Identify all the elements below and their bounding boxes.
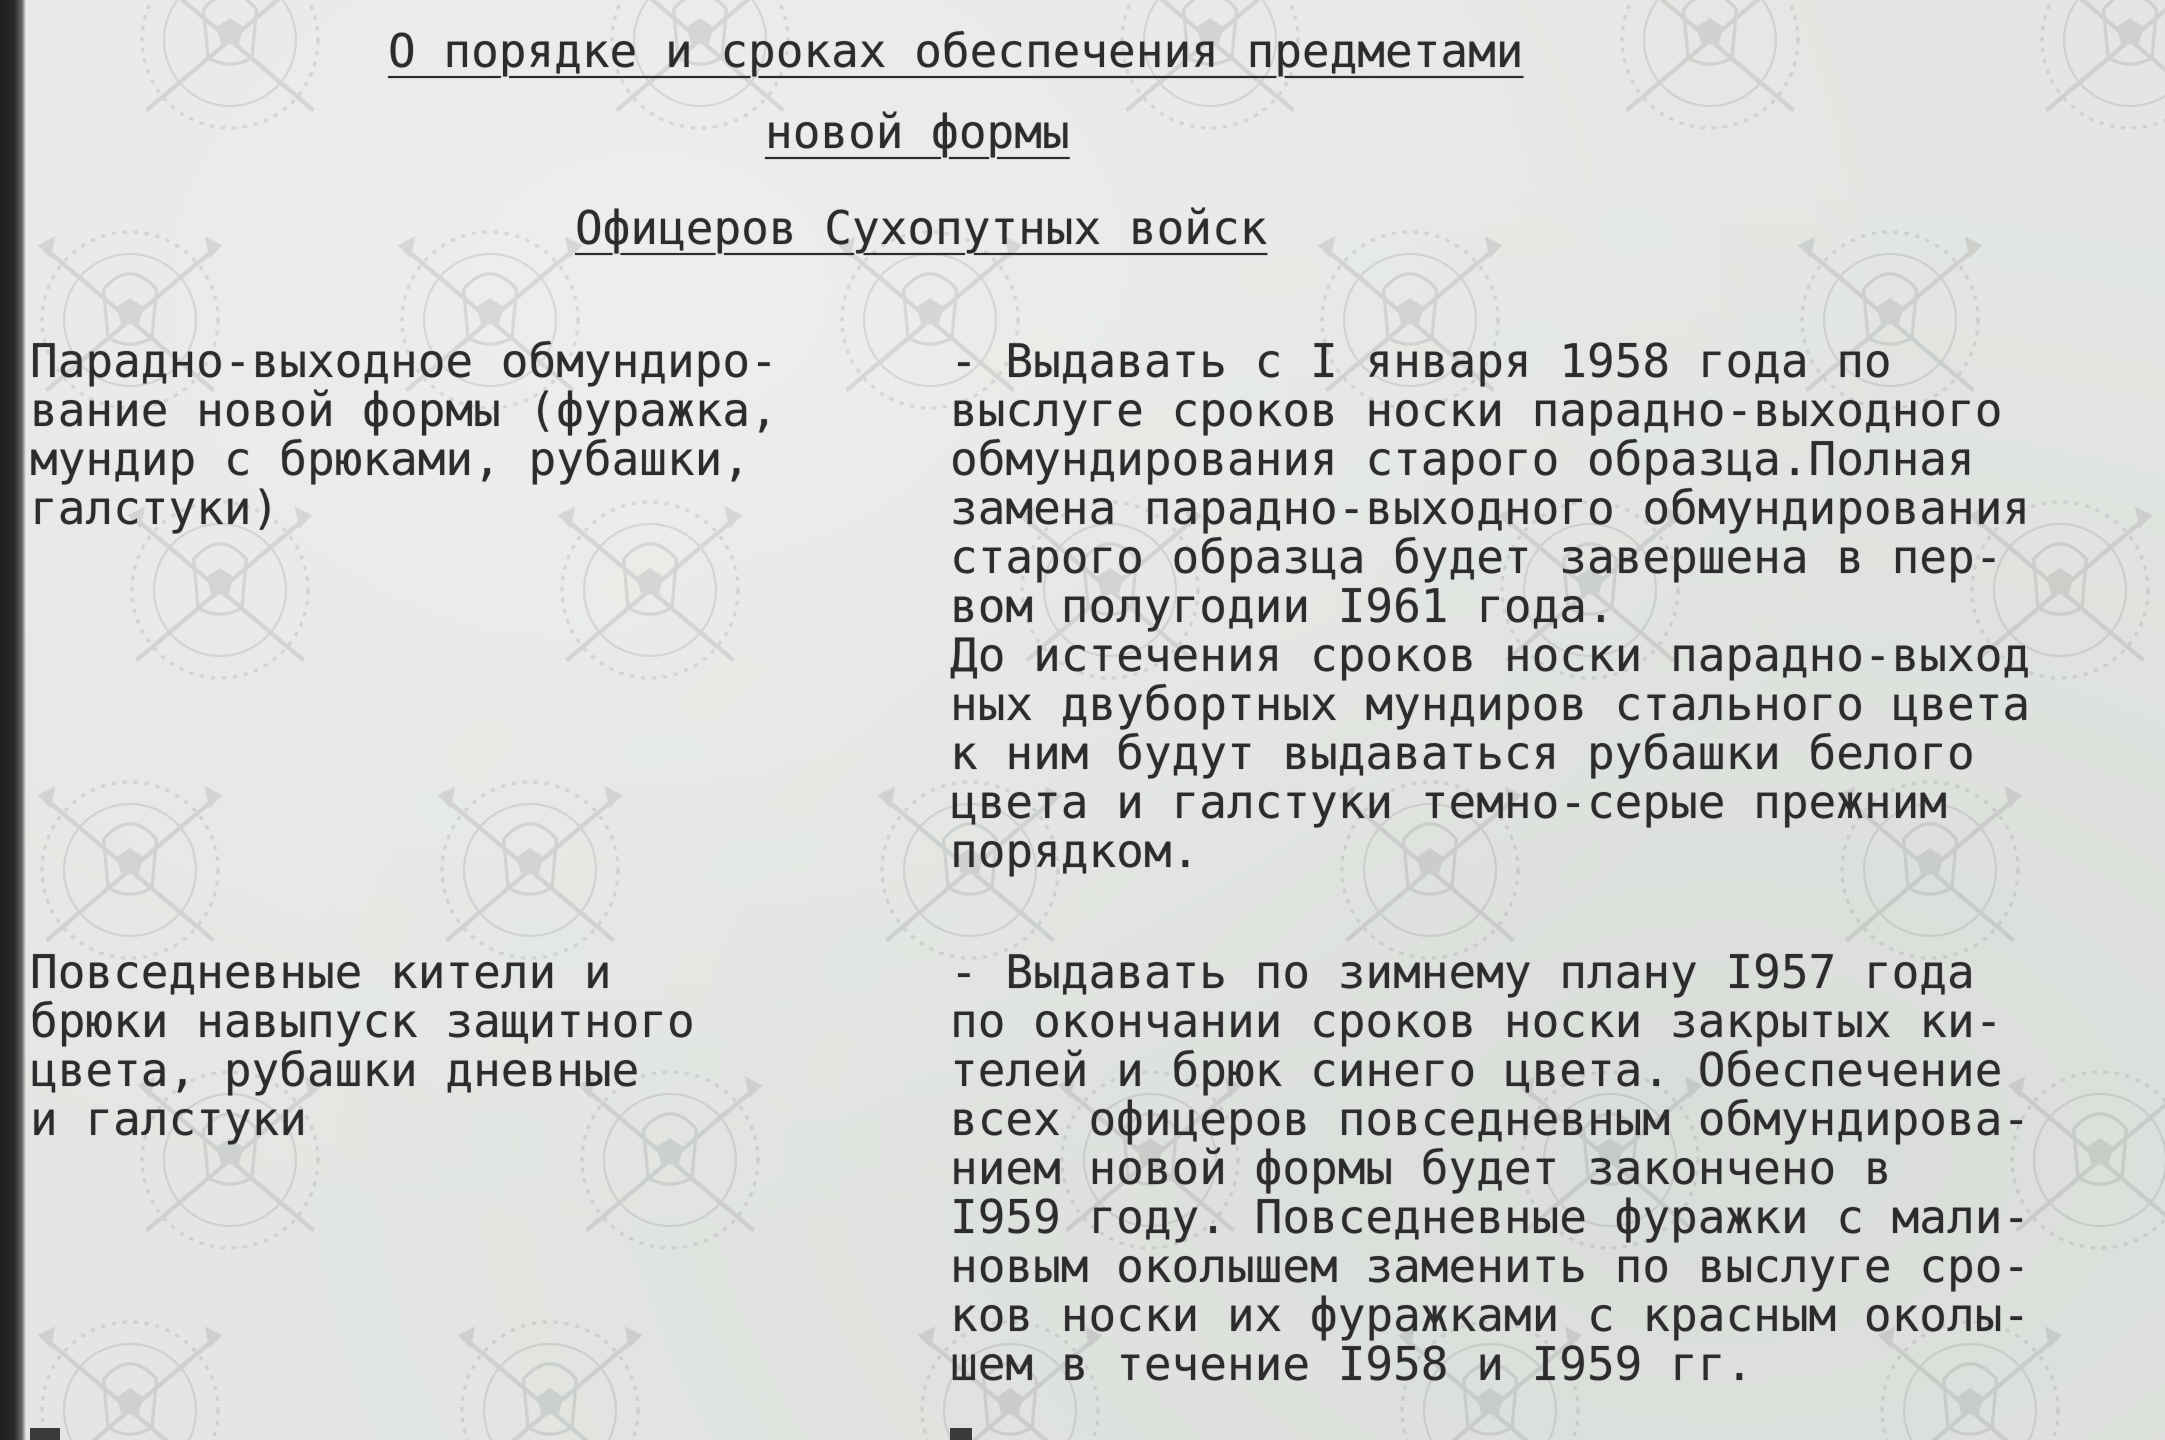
document-title-line-1: О порядке и сроках обеспечения предметами [388, 24, 1524, 78]
document-title-line-2: новой формы [765, 105, 1070, 159]
issuance-instruction-dress-uniform: - Выдавать с I января 1958 года по выслуге сроков носки парадно-выходного обмундирования старого образца.Полная замена парадно-выходного обмундирования старого образца будет завершена в пер- вом полугодии I961 года. До истечения сроков носки парадно-выход ных двубортных мундиров стального цвета к ним будут выдаваться рубашки белого цвета и галстуки темно-серые прежним порядком. [950, 334, 2031, 878]
watermark-emblem-icon [20, 1300, 240, 1440]
watermark-emblem-icon [2020, 0, 2165, 150]
issuance-instruction-everyday-uniform: - Выдавать по зимнему плану I957 года по окончании сроков носки закрытых ки- телей и брюк синего цвета. Обеспечение всех офицеров повседневным обмундирова- нием новой формы будет закончено в I959 году. Повседневные фуражки с мали- новым околышем заменить по выслуге сро- ков носки их фуражками с красным околы- шем в течение I958 и I959 гг. [950, 945, 2031, 1391]
watermark-emblem-icon [440, 1300, 660, 1440]
watermark-emblem-icon [120, 0, 340, 150]
cut-off-text-fragment-left [30, 1428, 60, 1440]
page-binding-edge [0, 0, 26, 1440]
watermark-emblem-icon [1600, 0, 1820, 150]
document-subtitle: Офицеров Сухопутных войск [575, 201, 1268, 255]
uniform-item-everyday-uniform: Повседневные кители и брюки навыпуск защитного цвета, рубашки дневные и галстуки [30, 945, 695, 1146]
uniform-item-dress-uniform: Парадно-выходное обмундиро- вание новой формы (фуражка, мундир с брюками, рубашки, галстуки) [30, 334, 778, 535]
cut-off-text-fragment-right [950, 1428, 972, 1440]
